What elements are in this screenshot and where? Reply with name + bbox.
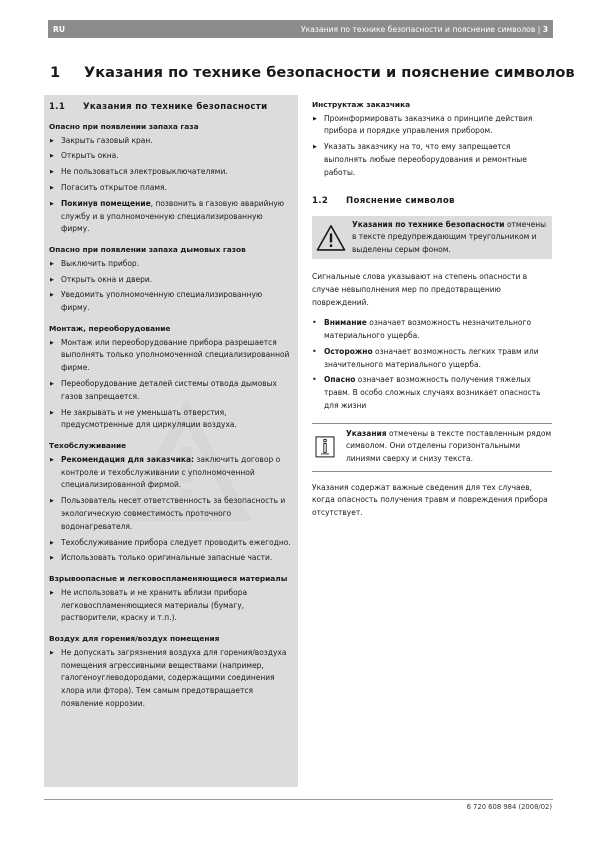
signal-words-list <box>312 317 552 413</box>
document-code: 6 720 608 984 (2008/02) <box>466 803 552 811</box>
section-1-1-heading <box>49 102 291 112</box>
list-item: ▶ Не пользоваться электровыключателями. <box>49 166 291 179</box>
running-header <box>301 25 553 34</box>
list-item: ▶ Открыть окна. <box>49 150 291 163</box>
instruction-list <box>49 454 291 565</box>
list-item: ▶ Покинув помещение, позвонить в газовую аварийную службу и в уполномоченную специализированную фирму. <box>49 198 291 236</box>
section-number: 1.1 <box>49 102 66 112</box>
group-heading: Опасно при появлении запаха газа <box>49 122 199 131</box>
list-item: ▶ Использовать только оригинальные запасные части. <box>49 552 291 565</box>
warning-triangle-icon <box>316 219 346 257</box>
chapter-heading <box>50 64 575 81</box>
running-title: Указания по технике безопасности и пояснение символов <box>301 24 536 34</box>
warning-notice-box <box>312 216 552 260</box>
instruction-list <box>312 113 552 180</box>
list-item: • Осторожно означает возможность легких травм или значительного материального ущерба. <box>312 346 552 372</box>
signal-words-intro: Сигнальные слова указывают на степень опасности в случае невыполнения мер по предотвращению повреждений. <box>312 272 528 307</box>
hint-box <box>312 423 552 472</box>
list-item: ▶ Выключить прибор. <box>49 258 291 271</box>
list-item: ▶ Проинформировать заказчика о принципе действия прибора и порядке управления прибором. <box>312 113 552 139</box>
safety-instructions-column <box>49 102 291 714</box>
list-item: • Опасно означает возможность получения тяжелых травм. В особо сложных случаях возникает опасность для жизни <box>312 374 552 412</box>
list-item: ▶ Не закрывать и не уменьшать отверстия, предусмотренные для циркуляции воздуха. <box>49 407 291 433</box>
list-item: ▶ Не допускать загрязнения воздуха для горения/воздуха помещения агрессивными веществами (например, галогеноуглеводородами, содержащими соединения хлора или фтора). Тем самым предотвращается появление коррозии. <box>49 647 291 711</box>
group-heading: Опасно при появлении запаха дымовых газов <box>49 245 246 255</box>
instruction-heading: Инструктаж заказчика <box>312 100 411 109</box>
list-item: ▶ Не использовать и не хранить вблизи прибора легковоспламеняющиеся материалы (бумагу, растворители, краску и т.п.). <box>49 587 291 625</box>
safety-panel <box>44 95 298 787</box>
list-item: ▶ Монтаж или переоборудование прибора разрешается выполнять только уполномоченной специализированной фирме. <box>49 337 291 375</box>
list-item: ▶ Техобслуживание прибора следует проводить ежегодно. <box>49 537 291 550</box>
chapter-title: Указания по технике безопасности и пояснение символов <box>84 64 575 81</box>
group-heading: Взрывоопасные и легковоспламеняющиеся материалы <box>49 574 288 584</box>
instruction-list <box>49 587 291 625</box>
list-item: ▶ Закрыть газовый кран. <box>49 135 291 148</box>
warning-notice-text: Указания по технике безопасности отмечены в тексте предупреждающим треугольником и выделены серым фоном. <box>352 219 547 254</box>
group-heading: Монтаж, переоборудование <box>49 324 171 334</box>
instruction-list <box>49 647 291 711</box>
hint-box-text: Указания отмечены в тексте поставленным рядом символом. Они отделены горизонтальными линиями сверху и снизу текста. <box>346 428 552 463</box>
instruction-list <box>49 135 291 237</box>
footer-rule <box>44 799 553 800</box>
instruction-list <box>49 258 291 315</box>
page-header-bar <box>48 20 553 38</box>
list-item: ▶ Рекомендация для заказчика: заключить договор о контроле и техобслуживании с уполномоченной специализированной фирмой. <box>49 454 291 492</box>
chapter-number: 1 <box>50 64 61 81</box>
hint-explanation: Указания содержат важные сведения для тех случаев, когда опасность получения травм и повреждения прибора отсутствует. <box>312 482 548 517</box>
language-code: RU <box>53 24 66 34</box>
group-heading: Техобслуживание <box>49 441 127 451</box>
page-number: 3 <box>542 24 548 34</box>
instruction-list <box>49 337 291 433</box>
group-heading: Воздух для горения/воздух помещения <box>49 634 220 644</box>
list-item: ▶ Уведомить уполномоченную специализированную фирму. <box>49 289 291 315</box>
info-hint-icon <box>314 428 336 466</box>
list-item: ▶ Переоборудование деталей системы отвода дымовых газов запрещается. <box>49 378 291 404</box>
right-column <box>312 100 552 527</box>
section-1-2-heading <box>312 196 552 206</box>
list-item: ▶ Открыть окна и двери. <box>49 274 291 287</box>
section-title: Пояснение символов <box>346 195 455 206</box>
list-item: • Внимание означает возможность незначительного материального ущерба. <box>312 317 552 343</box>
section-number: 1.2 <box>312 195 329 206</box>
list-item: ▶ Погасить открытое пламя. <box>49 182 291 195</box>
list-item: ▶ Указать заказчику на то, что ему запрещается выполнять любые переоборудования и ремонтные работы. <box>312 141 552 179</box>
list-item: ▶ Пользователь несет ответственность за безопасность и экологическую совместимость проточного водонагревателя. <box>49 495 291 533</box>
section-title: Указания по технике безопасности <box>83 102 268 112</box>
separator: | <box>537 24 543 34</box>
